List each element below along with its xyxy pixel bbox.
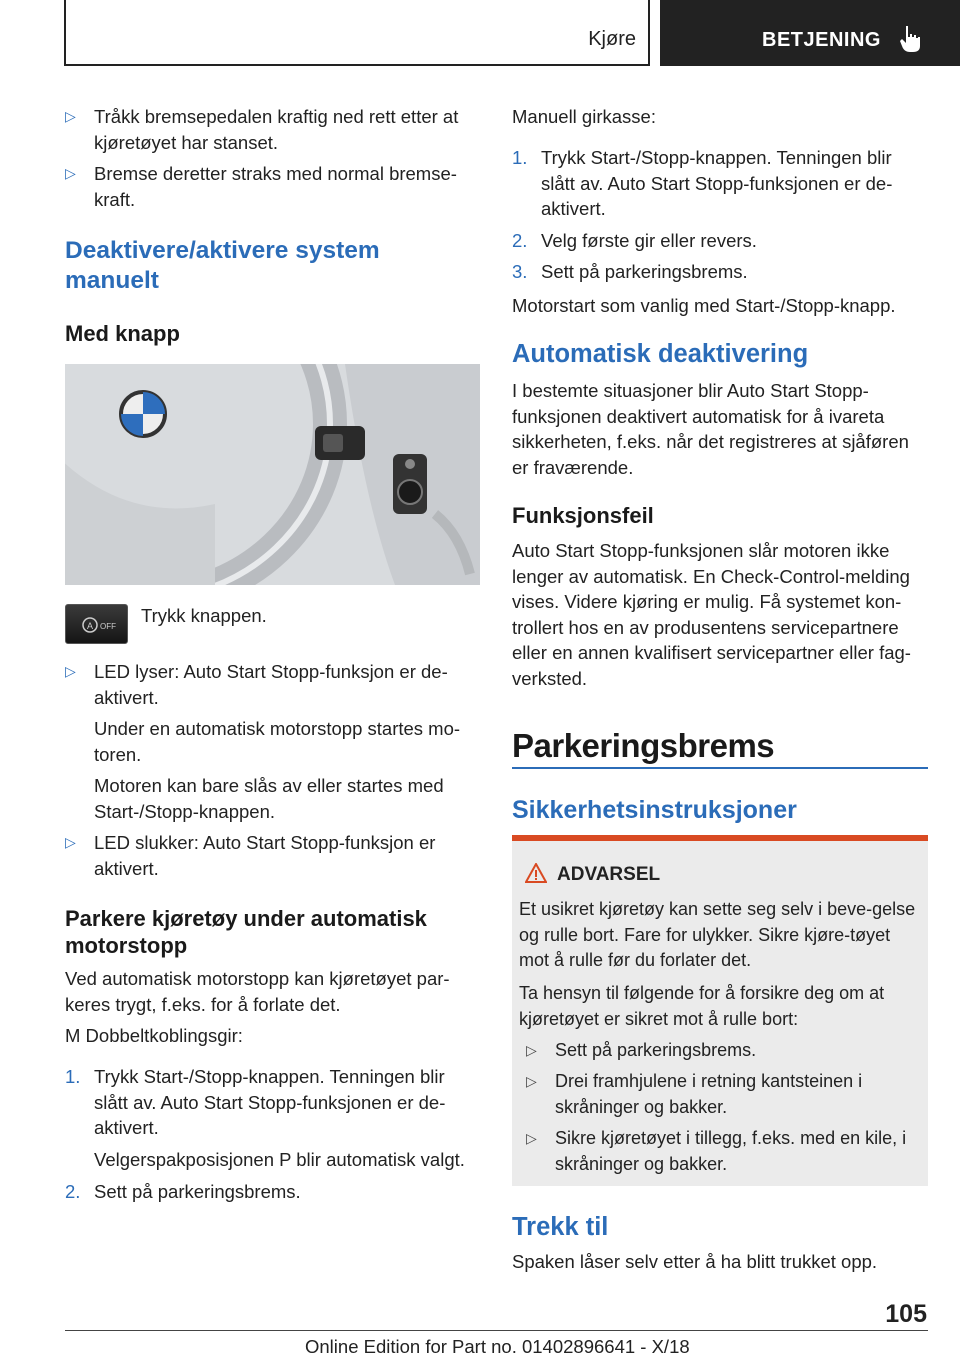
steering-wheel-photo	[65, 364, 480, 585]
list-item-paragraph: Motoren kan bare slås av eller startes med Start-/Stopp-knappen.	[94, 775, 444, 822]
triangle-bullet-icon: ▷	[65, 165, 76, 181]
heading-with-button: Med knapp	[65, 321, 180, 346]
list-item: ▷ LED lyser: Auto Start Stopp-funksjon er de-aktivert.	[65, 661, 448, 708]
paragraph: Spaken låser selv etter å ha blitt trukket opp.	[512, 1251, 878, 1272]
list-item: ▷ LED slukker: Auto Start Stopp-funksjon er aktivert.	[65, 832, 436, 879]
svg-text:A: A	[87, 621, 94, 631]
heading-deactivate: Deaktivere/aktivere system manuelt	[65, 237, 380, 294]
header-chapter-box	[660, 0, 960, 66]
heading-parking-brake: Parkeringsbrems	[512, 727, 775, 764]
numbered-step: 2. Sett på parkeringsbrems.	[65, 1181, 301, 1202]
list-item: ▷ Sett på parkeringsbrems.	[526, 1038, 921, 1064]
pointing-hand-icon	[898, 24, 924, 54]
list-item-paragraph: Under en automatisk motorstopp startes mo-toren.	[94, 718, 461, 765]
list-item: ▷ Drei framhjulene i retning kantsteinen i skråninger og bakker.	[526, 1071, 863, 1117]
triangle-bullet-icon: ▷	[526, 1073, 537, 1089]
paragraph: Ved automatisk motorstopp kan kjøretøyet par-keres trygt, f.eks. for å forlate det.	[65, 968, 450, 1015]
list-item: ▷ Bremse deretter straks med normal bremse-kraft.	[65, 163, 457, 210]
list-item: ▷ Tråkk bremsepedalen kraftig ned rett etter at kjøretøyet har stanset.	[65, 106, 459, 153]
auto-off-icon	[66, 605, 129, 645]
heading-auto-deactivation: Automatisk deaktivering	[512, 340, 809, 368]
warning-paragraph: Et usikret kjøretøy kan sette seg selv i beve-gelse og rulle bort. Fare for ulykker. Sikre kjøre-tøyet mot å rulle før du forlater det.	[519, 899, 916, 970]
paragraph: Manuell girkasse:	[512, 106, 656, 127]
heading-safety-instructions: Sikkerhetsinstruksjoner	[512, 796, 797, 824]
list-item: ▷ Sikre kjøretøyet i tillegg, f.eks. med en kile, i skråninger og bakker.	[526, 1128, 907, 1174]
triangle-bullet-icon: ▷	[65, 108, 76, 124]
paragraph: Motorstart som vanlig med Start-/Stopp-knapp.	[512, 295, 896, 316]
warning-paragraph: Ta hensyn til følgende for å forsikre deg om at kjøretøyet er sikret mot å rulle bort:	[519, 983, 885, 1029]
footer-divider	[65, 1330, 928, 1331]
edition-note: Online Edition for Part no. 01402896641 - X/18	[305, 1336, 690, 1357]
numbered-step: 1. Trykk Start-/Stopp-knappen. Tenningen blir slått av. Auto Start Stopp-funksjonen er de-aktivert.	[512, 147, 893, 219]
warning-triangle-icon	[525, 863, 547, 883]
icon-caption: Trykk knappen.	[141, 605, 267, 626]
numbered-step: 2. Velg første gir eller revers.	[512, 230, 757, 251]
triangle-bullet-icon: ▷	[65, 834, 76, 850]
triangle-bullet-icon: ▷	[526, 1130, 537, 1146]
warning-title: ADVARSEL	[557, 864, 661, 885]
heading-park-vehicle: Parkere kjøretøy under automatisk motorstopp	[65, 906, 427, 958]
section-divider	[512, 767, 928, 769]
numbered-step: 3. Sett på parkeringsbrems.	[512, 261, 748, 282]
header-section-title: Kjøre	[588, 28, 636, 50]
header-chapter-title: BETJENING	[762, 29, 881, 51]
warning-box	[512, 835, 928, 1186]
auto-start-stop-off-button-image	[65, 604, 128, 644]
header-section-box	[64, 0, 650, 66]
triangle-bullet-icon: ▷	[65, 663, 76, 679]
heading-malfunction: Funksjonsfeil	[512, 503, 654, 528]
heading-pull: Trekk til	[512, 1213, 609, 1241]
numbered-step: 1. Trykk Start-/Stopp-knappen. Tenningen blir slått av. Auto Start Stopp-funksjonen er de-aktivert.	[65, 1066, 446, 1138]
triangle-bullet-icon: ▷	[526, 1042, 537, 1058]
step-note: Velgerspakposisjonen P blir automatisk valgt.	[94, 1149, 465, 1170]
paragraph: M Dobbeltkoblingsgir:	[65, 1025, 243, 1046]
svg-text:OFF: OFF	[100, 622, 116, 631]
steering-wheel-illustration	[65, 364, 480, 585]
page-number: 105	[885, 1300, 927, 1328]
paragraph: I bestemte situasjoner blir Auto Start Stopp-funksjonen deaktivert automatisk for å ivareta sikkerheten, f.eks. når det registreres at sjåføren er fraværende.	[512, 380, 909, 478]
paragraph: Auto Start Stopp-funksjonen slår motoren ikke lenger av automatisk. En Check-Control-melding vises. Videre kjøring er mulig. Få systemet kon-trollert hos en av produsentens servicepartnere eller en annen kvalifisert servicepartner eller fag-verksted.	[512, 540, 911, 689]
